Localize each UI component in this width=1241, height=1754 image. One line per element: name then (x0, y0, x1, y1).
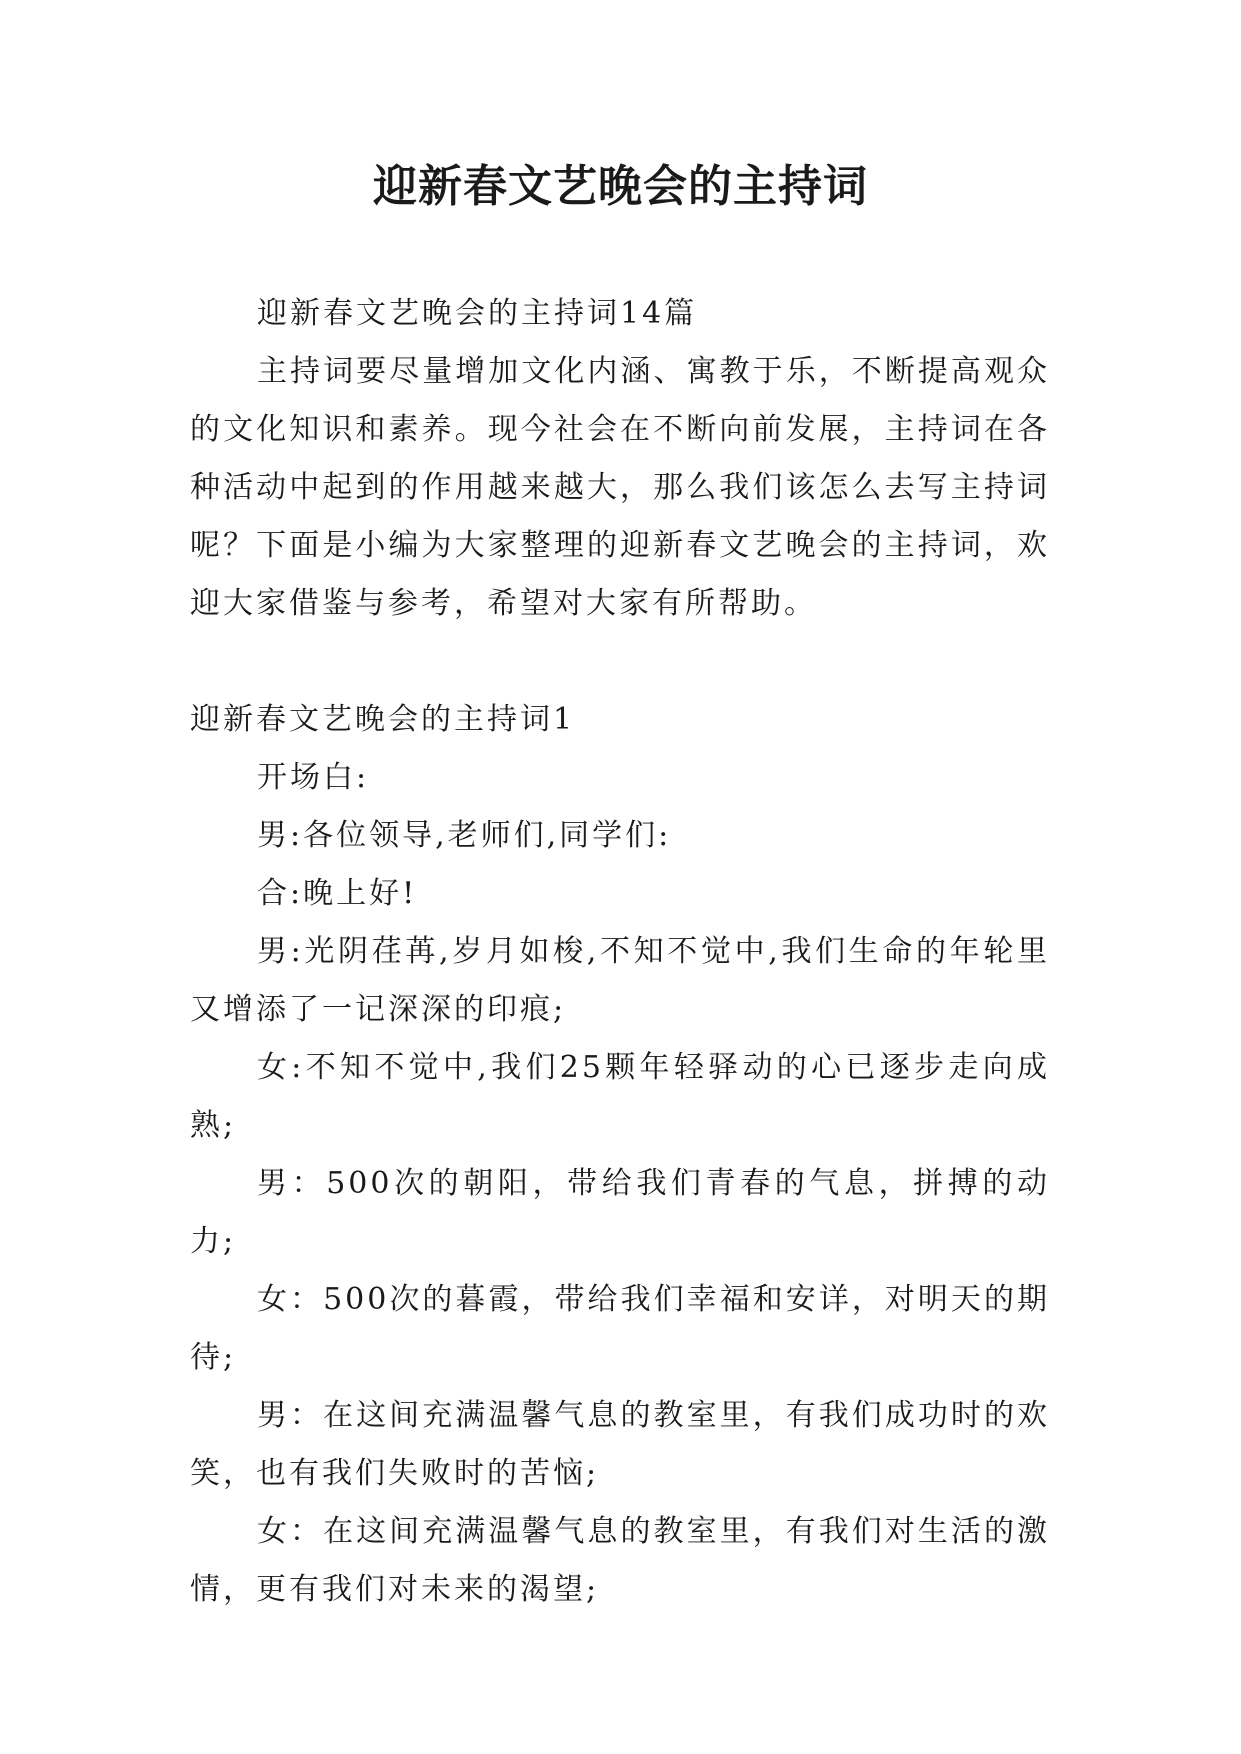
script-line: 女：500次的暮霞，带给我们幸福和安详，对明天的期待; (190, 1282, 1050, 1375)
script-line: 男：500次的朝阳，带给我们青春的气息，拼搏的动力; (190, 1166, 1050, 1259)
script-line: 男：在这间充满温馨气息的教室里，有我们成功时的欢笑，也有我们失败时的苦恼; (190, 1398, 1050, 1491)
script-line: 女：在这间充满温馨气息的教室里，有我们对生活的激情，更有我们对未来的渴望; (190, 1514, 1050, 1607)
document-title: 迎新春文艺晚会的主持词 (373, 161, 868, 212)
script-line: 男:光阴荏苒,岁月如梭,不知不觉中,我们生命的年轮里又增添了一记深深的印痕; (190, 934, 1050, 1027)
document-subtitle: 迎新春文艺晚会的主持词14篇 (257, 296, 698, 331)
document-body (190, 285, 1050, 1619)
script-line: 开场白: (257, 760, 370, 795)
script-line: 合:晚上好! (257, 876, 418, 911)
section-heading: 迎新春文艺晚会的主持词1 (190, 702, 576, 737)
script-line: 女:不知不觉中,我们25颗年轻驿动的心已逐步走向成熟; (190, 1050, 1050, 1143)
script-line: 男:各位领导,老师们,同学们: (257, 818, 672, 853)
intro-paragraph: 主持词要尽量增加文化内涵、寓教于乐，不断提高观众的文化知识和素养。现今社会在不断向前发展，主持词在各种活动中起到的作用越来越大，那么我们该怎么去写主持词呢？下面是小编为大家整理的迎新春文艺晚会的主持词，欢迎大家借鉴与参考，希望对大家有所帮助。 (190, 354, 1050, 621)
